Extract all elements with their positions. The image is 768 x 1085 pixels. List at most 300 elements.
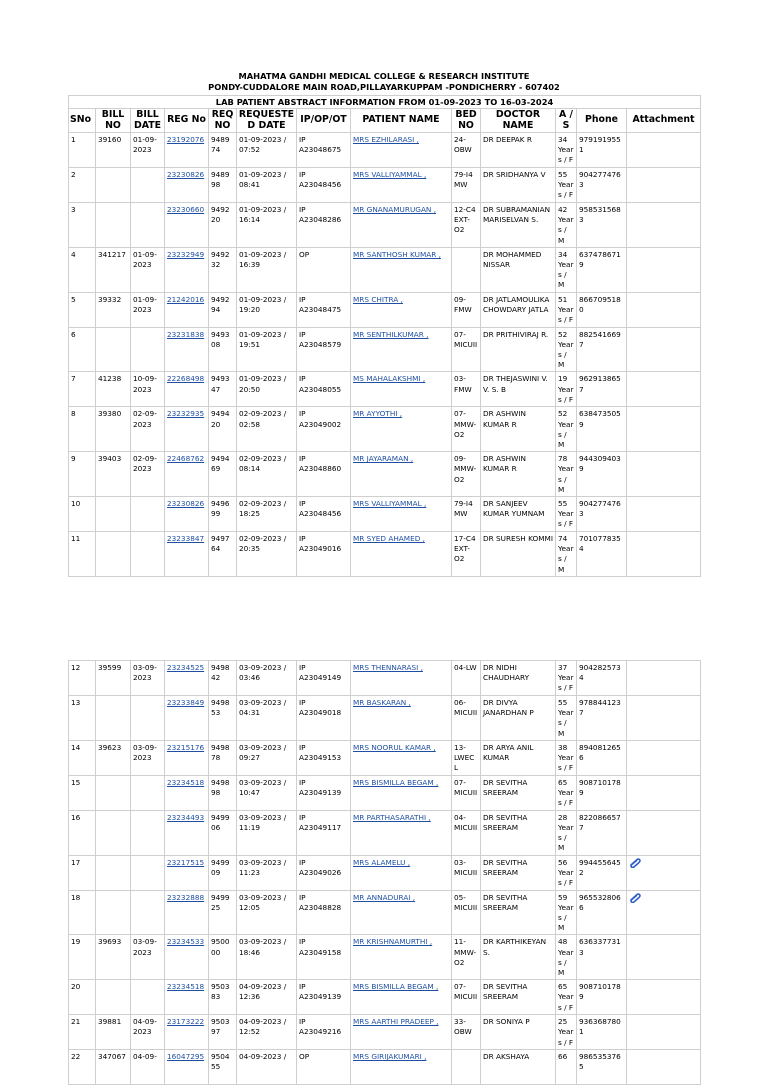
- cell-req-no: 949878: [209, 740, 237, 775]
- cell-bill-no: 39332: [96, 292, 131, 327]
- cell-phone: 6374786719: [577, 247, 627, 292]
- cell-reg-no: [165, 327, 209, 372]
- patient-name-link[interactable]: MR BASKARAN ,: [353, 698, 411, 707]
- cell-bed: 09-MMW-O2: [452, 452, 481, 497]
- cell-sno: 18: [69, 890, 96, 935]
- reg-no-link[interactable]: 23217515: [167, 857, 205, 867]
- table-row: [69, 247, 701, 292]
- cell-sno: 10: [69, 497, 96, 532]
- cell-ipop: IP A23048475: [297, 292, 351, 327]
- cell-ipop: IP A23048286: [297, 203, 351, 248]
- cell-bed: 79-I4 MW: [452, 497, 481, 532]
- patient-name-link[interactable]: MR ANNADURAI ,: [353, 892, 416, 902]
- reg-no-link[interactable]: 23230826: [167, 170, 205, 179]
- cell-attachment: [627, 890, 701, 935]
- table-row: [69, 372, 701, 407]
- patient-name-link[interactable]: MRS VALLIYAMMAL ,: [353, 170, 427, 179]
- cell-sno: 16: [69, 810, 96, 855]
- cell-reg-no: [165, 203, 209, 248]
- cell-bill-date: 01-09-2023: [131, 247, 165, 292]
- cell-bed: 04-LW: [452, 661, 481, 696]
- cell-phone: 9865353765: [577, 1050, 627, 1085]
- cell-reg-no: [165, 855, 209, 890]
- cell-reg-no: [165, 247, 209, 292]
- cell-bill-date: 02-09-2023: [131, 452, 165, 497]
- reg-no-link[interactable]: 23232935: [167, 409, 205, 419]
- cell-ipop: IP A23048860: [297, 452, 351, 497]
- cell-patient: [351, 168, 452, 203]
- cell-phone: 9087101789: [577, 775, 627, 810]
- reg-no-link[interactable]: 23233847: [167, 534, 205, 544]
- cell-bill-no: 341217: [96, 247, 131, 292]
- cell-bill-no: 41238: [96, 372, 131, 407]
- column-header: A / S: [556, 109, 577, 133]
- cell-patient: [351, 1050, 452, 1085]
- cell-phone: 9087101789: [577, 980, 627, 1015]
- cell-as: 48 Years / M: [556, 935, 577, 980]
- cell-req-date: 01-09-2023 / 19:20: [237, 292, 297, 327]
- cell-bill-date: [131, 890, 165, 935]
- cell-attachment: [627, 661, 701, 696]
- cell-bill-no: [96, 980, 131, 1015]
- cell-as: 65 Years / F: [556, 980, 577, 1015]
- cell-bill-no: [96, 168, 131, 203]
- cell-as: 38 Years / F: [556, 740, 577, 775]
- patient-name-link[interactable]: MR PARTHASARATHI ,: [353, 812, 431, 822]
- cell-attachment: [627, 372, 701, 407]
- cell-patient: [351, 740, 452, 775]
- reg-no-link[interactable]: 23234518: [167, 777, 205, 787]
- cell-ipop: IP A23049139: [297, 775, 351, 810]
- lab-abstract-table-page2: [68, 660, 701, 1085]
- cell-ipop: IP A23048579: [297, 327, 351, 372]
- cell-attachment: [627, 532, 701, 577]
- cell-as: 74 Years / M: [556, 532, 577, 577]
- cell-phone: 9585315683: [577, 203, 627, 248]
- cell-bed: 05-MICUII: [452, 890, 481, 935]
- column-header: Attachment: [627, 109, 701, 133]
- cell-req-no: 949898: [209, 775, 237, 810]
- patient-name-link[interactable]: MR KRISHNAMURTHI ,: [353, 937, 433, 947]
- cell-req-no: 949909: [209, 855, 237, 890]
- cell-reg-no: [165, 775, 209, 810]
- reg-no-link[interactable]: 23215176: [167, 742, 205, 752]
- patient-name-link[interactable]: MRS BISMILLA BEGAM ,: [353, 777, 439, 787]
- cell-as: 25 Years / F: [556, 1015, 577, 1050]
- cell-attachment: [627, 740, 701, 775]
- cell-doctor: DR SUBRAMANIAN MARISELVAN S.: [481, 203, 556, 248]
- cell-ipop: IP A23048456: [297, 168, 351, 203]
- cell-ipop: OP: [297, 1050, 351, 1085]
- cell-sno: 2: [69, 168, 96, 203]
- reg-no-link[interactable]: 23234525: [167, 663, 205, 672]
- cell-req-no: 949469: [209, 452, 237, 497]
- cell-bill-no: [96, 497, 131, 532]
- cell-req-date: 03-09-2023 / 11:23: [237, 855, 297, 890]
- cell-sno: 15: [69, 775, 96, 810]
- cell-bill-date: 04-09-2023: [131, 1015, 165, 1050]
- cell-bill-no: [96, 327, 131, 372]
- cell-req-no: 948998: [209, 168, 237, 203]
- cell-bill-no: 39403: [96, 452, 131, 497]
- column-header: REQUESTED DATE: [237, 109, 297, 133]
- cell-phone: 9042825734: [577, 661, 627, 696]
- cell-attachment: [627, 247, 701, 292]
- cell-as: 78 Years / M: [556, 452, 577, 497]
- table-row: [69, 890, 701, 935]
- table-row: [69, 532, 701, 577]
- cell-bill-no: 39881: [96, 1015, 131, 1050]
- cell-sno: 20: [69, 980, 96, 1015]
- cell-bed: 04-MICUII: [452, 810, 481, 855]
- cell-doctor: DR SANJEEV KUMAR YUMNAM: [481, 497, 556, 532]
- cell-sno: 21: [69, 1015, 96, 1050]
- cell-req-no: 949420: [209, 407, 237, 452]
- cell-as: 56 Years / F: [556, 855, 577, 890]
- cell-doctor: DR ASHWIN KUMAR R: [481, 407, 556, 452]
- cell-bill-date: [131, 532, 165, 577]
- patient-name-link[interactable]: MRS CHITRA ,: [353, 294, 403, 304]
- column-header: PATIENT NAME: [351, 109, 452, 133]
- patient-name-link[interactable]: MR GNANAMURUGAN ,: [353, 205, 437, 214]
- cell-ipop: IP A23048055: [297, 372, 351, 407]
- cell-bed: 33-OBW: [452, 1015, 481, 1050]
- cell-req-date: 03-09-2023 / 18:46: [237, 935, 297, 980]
- cell-req-date: 02-09-2023 / 20:35: [237, 532, 297, 577]
- cell-bed: 06-MICUII: [452, 696, 481, 741]
- cell-bill-no: 39160: [96, 133, 131, 168]
- patient-name-link[interactable]: MR SANTHOSH KUMAR ,: [353, 249, 441, 259]
- table-row: [69, 203, 701, 248]
- cell-req-no: 949925: [209, 890, 237, 935]
- cell-as: 55 Years / F: [556, 497, 577, 532]
- cell-doctor: DR SEVITHA SREERAM: [481, 775, 556, 810]
- patient-name-link[interactable]: MRS THENNARASI ,: [353, 663, 423, 672]
- cell-req-date: 03-09-2023 / 11:19: [237, 810, 297, 855]
- cell-patient: [351, 133, 452, 168]
- cell-phone: 8220866577: [577, 810, 627, 855]
- cell-ipop: IP A23049139: [297, 980, 351, 1015]
- cell-req-no: 949764: [209, 532, 237, 577]
- patient-name-link[interactable]: MRS ALAMELU ,: [353, 857, 411, 867]
- paperclip-icon[interactable]: [629, 893, 641, 906]
- cell-as: 34 Years / M: [556, 247, 577, 292]
- cell-patient: [351, 203, 452, 248]
- cell-as: 52 Years / M: [556, 327, 577, 372]
- cell-bill-no: [96, 855, 131, 890]
- table-row: [69, 133, 701, 168]
- cell-sno: 13: [69, 696, 96, 741]
- cell-req-date: 02-09-2023 / 18:25: [237, 497, 297, 532]
- cell-bed: 07-MICUII: [452, 980, 481, 1015]
- reg-no-link[interactable]: 21242016: [167, 294, 205, 304]
- cell-patient: [351, 532, 452, 577]
- cell-as: 28 Years / M: [556, 810, 577, 855]
- cell-bed: 13-LWECL: [452, 740, 481, 775]
- patient-name-link[interactable]: MR AYYOTHI ,: [353, 409, 403, 419]
- reg-no-link[interactable]: 23234518: [167, 982, 205, 992]
- reg-no-link[interactable]: 16047295: [167, 1052, 205, 1062]
- cell-as: 34 Years / F: [556, 133, 577, 168]
- cell-patient: [351, 247, 452, 292]
- cell-patient: [351, 980, 452, 1015]
- reg-no-link[interactable]: 23231838: [167, 329, 205, 339]
- cell-phone: 8667095180: [577, 292, 627, 327]
- cell-bed: 03-MICUII: [452, 855, 481, 890]
- cell-sno: 12: [69, 661, 96, 696]
- cell-patient: [351, 292, 452, 327]
- cell-reg-no: [165, 740, 209, 775]
- cell-ipop: IP A23049117: [297, 810, 351, 855]
- cell-sno: 11: [69, 532, 96, 577]
- cell-bill-no: 39599: [96, 661, 131, 696]
- cell-bill-date: 03-09-2023: [131, 935, 165, 980]
- column-header: BILL DATE: [131, 109, 165, 133]
- cell-patient: [351, 696, 452, 741]
- cell-bill-date: [131, 327, 165, 372]
- cell-bill-date: [131, 497, 165, 532]
- cell-doctor: DR ASHWIN KUMAR R: [481, 452, 556, 497]
- cell-doctor: DR SEVITHA SREERAM: [481, 810, 556, 855]
- reg-no-link[interactable]: 23234533: [167, 937, 205, 947]
- cell-attachment: [627, 203, 701, 248]
- cell-phone: 6363377313: [577, 935, 627, 980]
- cell-bill-date: 01-09-2023: [131, 133, 165, 168]
- cell-doctor: DR JATLAMOULIKA CHOWDARY JATLA: [481, 292, 556, 327]
- cell-attachment: [627, 497, 701, 532]
- cell-bed: 17-C4 EXT-O2: [452, 532, 481, 577]
- column-header: REQ NO: [209, 109, 237, 133]
- cell-reg-no: [165, 1050, 209, 1085]
- cell-req-date: 04-09-2023 / 12:36: [237, 980, 297, 1015]
- cell-req-no: 949220: [209, 203, 237, 248]
- cell-req-date: 03-09-2023 / 04:31: [237, 696, 297, 741]
- cell-as: 52 Years / M: [556, 407, 577, 452]
- patient-name-link[interactable]: MR SENTHILKUMAR ,: [353, 329, 429, 339]
- cell-bill-no: [96, 810, 131, 855]
- reg-no-link[interactable]: 22268498: [167, 374, 205, 384]
- cell-doctor: DR DEEPAK R: [481, 133, 556, 168]
- cell-bill-date: [131, 168, 165, 203]
- cell-bed: 79-I4 MW: [452, 168, 481, 203]
- cell-patient: [351, 935, 452, 980]
- cell-phone: 9042774763: [577, 168, 627, 203]
- cell-attachment: [627, 292, 701, 327]
- cell-req-date: 04-09-2023 / 12:52: [237, 1015, 297, 1050]
- cell-as: 37 Years / F: [556, 661, 577, 696]
- cell-sno: 14: [69, 740, 96, 775]
- cell-req-date: 03-09-2023 / 10:47: [237, 775, 297, 810]
- cell-attachment: [627, 1015, 701, 1050]
- cell-doctor: DR MOHAMMED NISSAR: [481, 247, 556, 292]
- reg-no-link[interactable]: 23230660: [167, 205, 205, 214]
- cell-req-date: 01-09-2023 / 08:41: [237, 168, 297, 203]
- cell-req-no: 948974: [209, 133, 237, 168]
- cell-reg-no: [165, 810, 209, 855]
- cell-phone: 8825416697: [577, 327, 627, 372]
- patient-name-link[interactable]: MRS EZHILARASI ,: [353, 135, 419, 144]
- cell-bill-no: [96, 696, 131, 741]
- institution-name: MAHATMA GANDHI MEDICAL COLLEGE & RESEARCH INSTITUTE: [238, 71, 530, 81]
- cell-ipop: IP A23048675: [297, 133, 351, 168]
- table-row: [69, 775, 701, 810]
- cell-bed: 03-FMW: [452, 372, 481, 407]
- cell-as: 42 Years / M: [556, 203, 577, 248]
- cell-bed: [452, 1050, 481, 1085]
- cell-sno: 19: [69, 935, 96, 980]
- cell-bed: 11-MMW-O2: [452, 935, 481, 980]
- cell-req-no: 949308: [209, 327, 237, 372]
- lab-abstract-table-page1: [68, 95, 701, 577]
- cell-bed: 07-MMW-O2: [452, 407, 481, 452]
- cell-reg-no: [165, 661, 209, 696]
- reg-no-link[interactable]: 23230826: [167, 499, 205, 509]
- cell-req-no: 949853: [209, 696, 237, 741]
- report-title: LAB PATIENT ABSTRACT INFORMATION FROM 01-09-2023 TO 16-03-2024: [69, 96, 701, 109]
- cell-phone: 8940812656: [577, 740, 627, 775]
- column-header: IP/OP/OT: [297, 109, 351, 133]
- cell-ipop: IP A23049018: [297, 696, 351, 741]
- cell-sno: 8: [69, 407, 96, 452]
- cell-req-date: 02-09-2023 / 08:14: [237, 452, 297, 497]
- cell-as: 55 Years / F: [556, 168, 577, 203]
- table-row: [69, 661, 701, 696]
- cell-bed: 24-OBW: [452, 133, 481, 168]
- cell-ipop: IP A23048828: [297, 890, 351, 935]
- cell-attachment: [627, 407, 701, 452]
- cell-doctor: DR SEVITHA SREERAM: [481, 855, 556, 890]
- cell-doctor: DR SEVITHA SREERAM: [481, 890, 556, 935]
- cell-doctor: DR AKSHAYA: [481, 1050, 556, 1085]
- cell-doctor: DR KARTHIKEYAN S.: [481, 935, 556, 980]
- patient-name-link[interactable]: MS MAHALAKSHMI ,: [353, 374, 426, 384]
- cell-bill-date: [131, 696, 165, 741]
- cell-reg-no: [165, 935, 209, 980]
- cell-attachment: [627, 452, 701, 497]
- column-header: SNo: [69, 109, 96, 133]
- cell-patient: [351, 452, 452, 497]
- patient-name-link[interactable]: MR JAYARAMAN ,: [353, 454, 414, 464]
- institution-address: PONDY-CUDDALORE MAIN ROAD,PILLAYARKUPPAM -PONDICHERRY - 607402: [208, 82, 560, 92]
- patient-name-link[interactable]: MRS VALLIYAMMAL ,: [353, 499, 427, 509]
- cell-as: 66: [556, 1050, 577, 1085]
- cell-bed: [452, 247, 481, 292]
- table-row: [69, 292, 701, 327]
- table-row: [69, 810, 701, 855]
- cell-attachment: [627, 935, 701, 980]
- paperclip-icon[interactable]: [629, 858, 641, 871]
- cell-reg-no: [165, 407, 209, 452]
- cell-sno: 6: [69, 327, 96, 372]
- cell-bill-date: [131, 855, 165, 890]
- cell-patient: [351, 327, 452, 372]
- cell-bill-date: 01-09-2023: [131, 292, 165, 327]
- cell-bill-date: [131, 775, 165, 810]
- reg-no-link[interactable]: 23192076: [167, 135, 205, 144]
- cell-reg-no: [165, 168, 209, 203]
- cell-bill-no: 39623: [96, 740, 131, 775]
- patient-name-link[interactable]: MRS BISMILLA BEGAM ,: [353, 982, 439, 992]
- cell-reg-no: [165, 372, 209, 407]
- cell-reg-no: [165, 452, 209, 497]
- cell-phone: 9791919551: [577, 133, 627, 168]
- cell-ipop: IP A23049002: [297, 407, 351, 452]
- cell-phone: 6384735059: [577, 407, 627, 452]
- reg-no-link[interactable]: 23233849: [167, 698, 205, 707]
- table-row: [69, 696, 701, 741]
- cell-bill-date: [131, 810, 165, 855]
- column-header-row: [69, 109, 701, 133]
- cell-phone: 9042774763: [577, 497, 627, 532]
- cell-phone: 9944556452: [577, 855, 627, 890]
- patient-name-link[interactable]: MRS NOORUL KAMAR ,: [353, 742, 436, 752]
- patient-name-link[interactable]: MR SYED AHAMED ,: [353, 534, 425, 544]
- column-header: DOCTOR NAME: [481, 109, 556, 133]
- patient-name-link[interactable]: MRS GIRIJAKUMARI ,: [353, 1052, 427, 1062]
- cell-patient: [351, 661, 452, 696]
- cell-attachment: [627, 133, 701, 168]
- cell-sno: 7: [69, 372, 96, 407]
- cell-as: 65 Years / F: [556, 775, 577, 810]
- cell-doctor: DR ARYA ANIL KUMAR: [481, 740, 556, 775]
- cell-reg-no: [165, 532, 209, 577]
- cell-patient: [351, 497, 452, 532]
- cell-bill-date: 02-09-2023: [131, 407, 165, 452]
- cell-req-date: 04-09-2023 /: [237, 1050, 297, 1085]
- cell-phone: 9788441237: [577, 696, 627, 741]
- cell-bill-no: [96, 203, 131, 248]
- cell-ipop: IP A23049026: [297, 855, 351, 890]
- patient-name-link[interactable]: MRS AARTHI PRADEEP ,: [353, 1017, 439, 1027]
- cell-req-no: 950397: [209, 1015, 237, 1050]
- cell-phone: 9443094039: [577, 452, 627, 497]
- cell-phone: 7010778354: [577, 532, 627, 577]
- reg-no-link[interactable]: 22468762: [167, 454, 205, 464]
- cell-attachment: [627, 696, 701, 741]
- table-row: [69, 1015, 701, 1050]
- reg-no-link[interactable]: 23173222: [167, 1017, 205, 1027]
- cell-reg-no: [165, 1015, 209, 1050]
- cell-req-no: 949699: [209, 497, 237, 532]
- reg-no-link[interactable]: 23232888: [167, 892, 205, 902]
- cell-req-date: 01-09-2023 / 07:52: [237, 133, 297, 168]
- cell-bill-no: 39380: [96, 407, 131, 452]
- cell-req-no: 949842: [209, 661, 237, 696]
- cell-sno: 4: [69, 247, 96, 292]
- cell-doctor: DR NIDHI CHAUDHARY: [481, 661, 556, 696]
- reg-no-link[interactable]: 23234493: [167, 812, 205, 822]
- cell-bill-date: 10-09-2023: [131, 372, 165, 407]
- reg-no-link[interactable]: 23232949: [167, 249, 205, 259]
- cell-reg-no: [165, 980, 209, 1015]
- cell-reg-no: [165, 133, 209, 168]
- column-header: Phone: [577, 109, 627, 133]
- cell-bed: 07-MICUII: [452, 775, 481, 810]
- cell-bill-date: [131, 980, 165, 1015]
- cell-patient: [351, 810, 452, 855]
- cell-req-no: 950000: [209, 935, 237, 980]
- column-header: REG No: [165, 109, 209, 133]
- cell-reg-no: [165, 696, 209, 741]
- cell-req-date: 01-09-2023 / 16:14: [237, 203, 297, 248]
- cell-req-date: 01-09-2023 / 16:39: [237, 247, 297, 292]
- cell-attachment: [627, 327, 701, 372]
- cell-bill-no: [96, 890, 131, 935]
- cell-sno: 1: [69, 133, 96, 168]
- cell-patient: [351, 372, 452, 407]
- cell-ipop: IP A23049158: [297, 935, 351, 980]
- cell-phone: 9629138657: [577, 372, 627, 407]
